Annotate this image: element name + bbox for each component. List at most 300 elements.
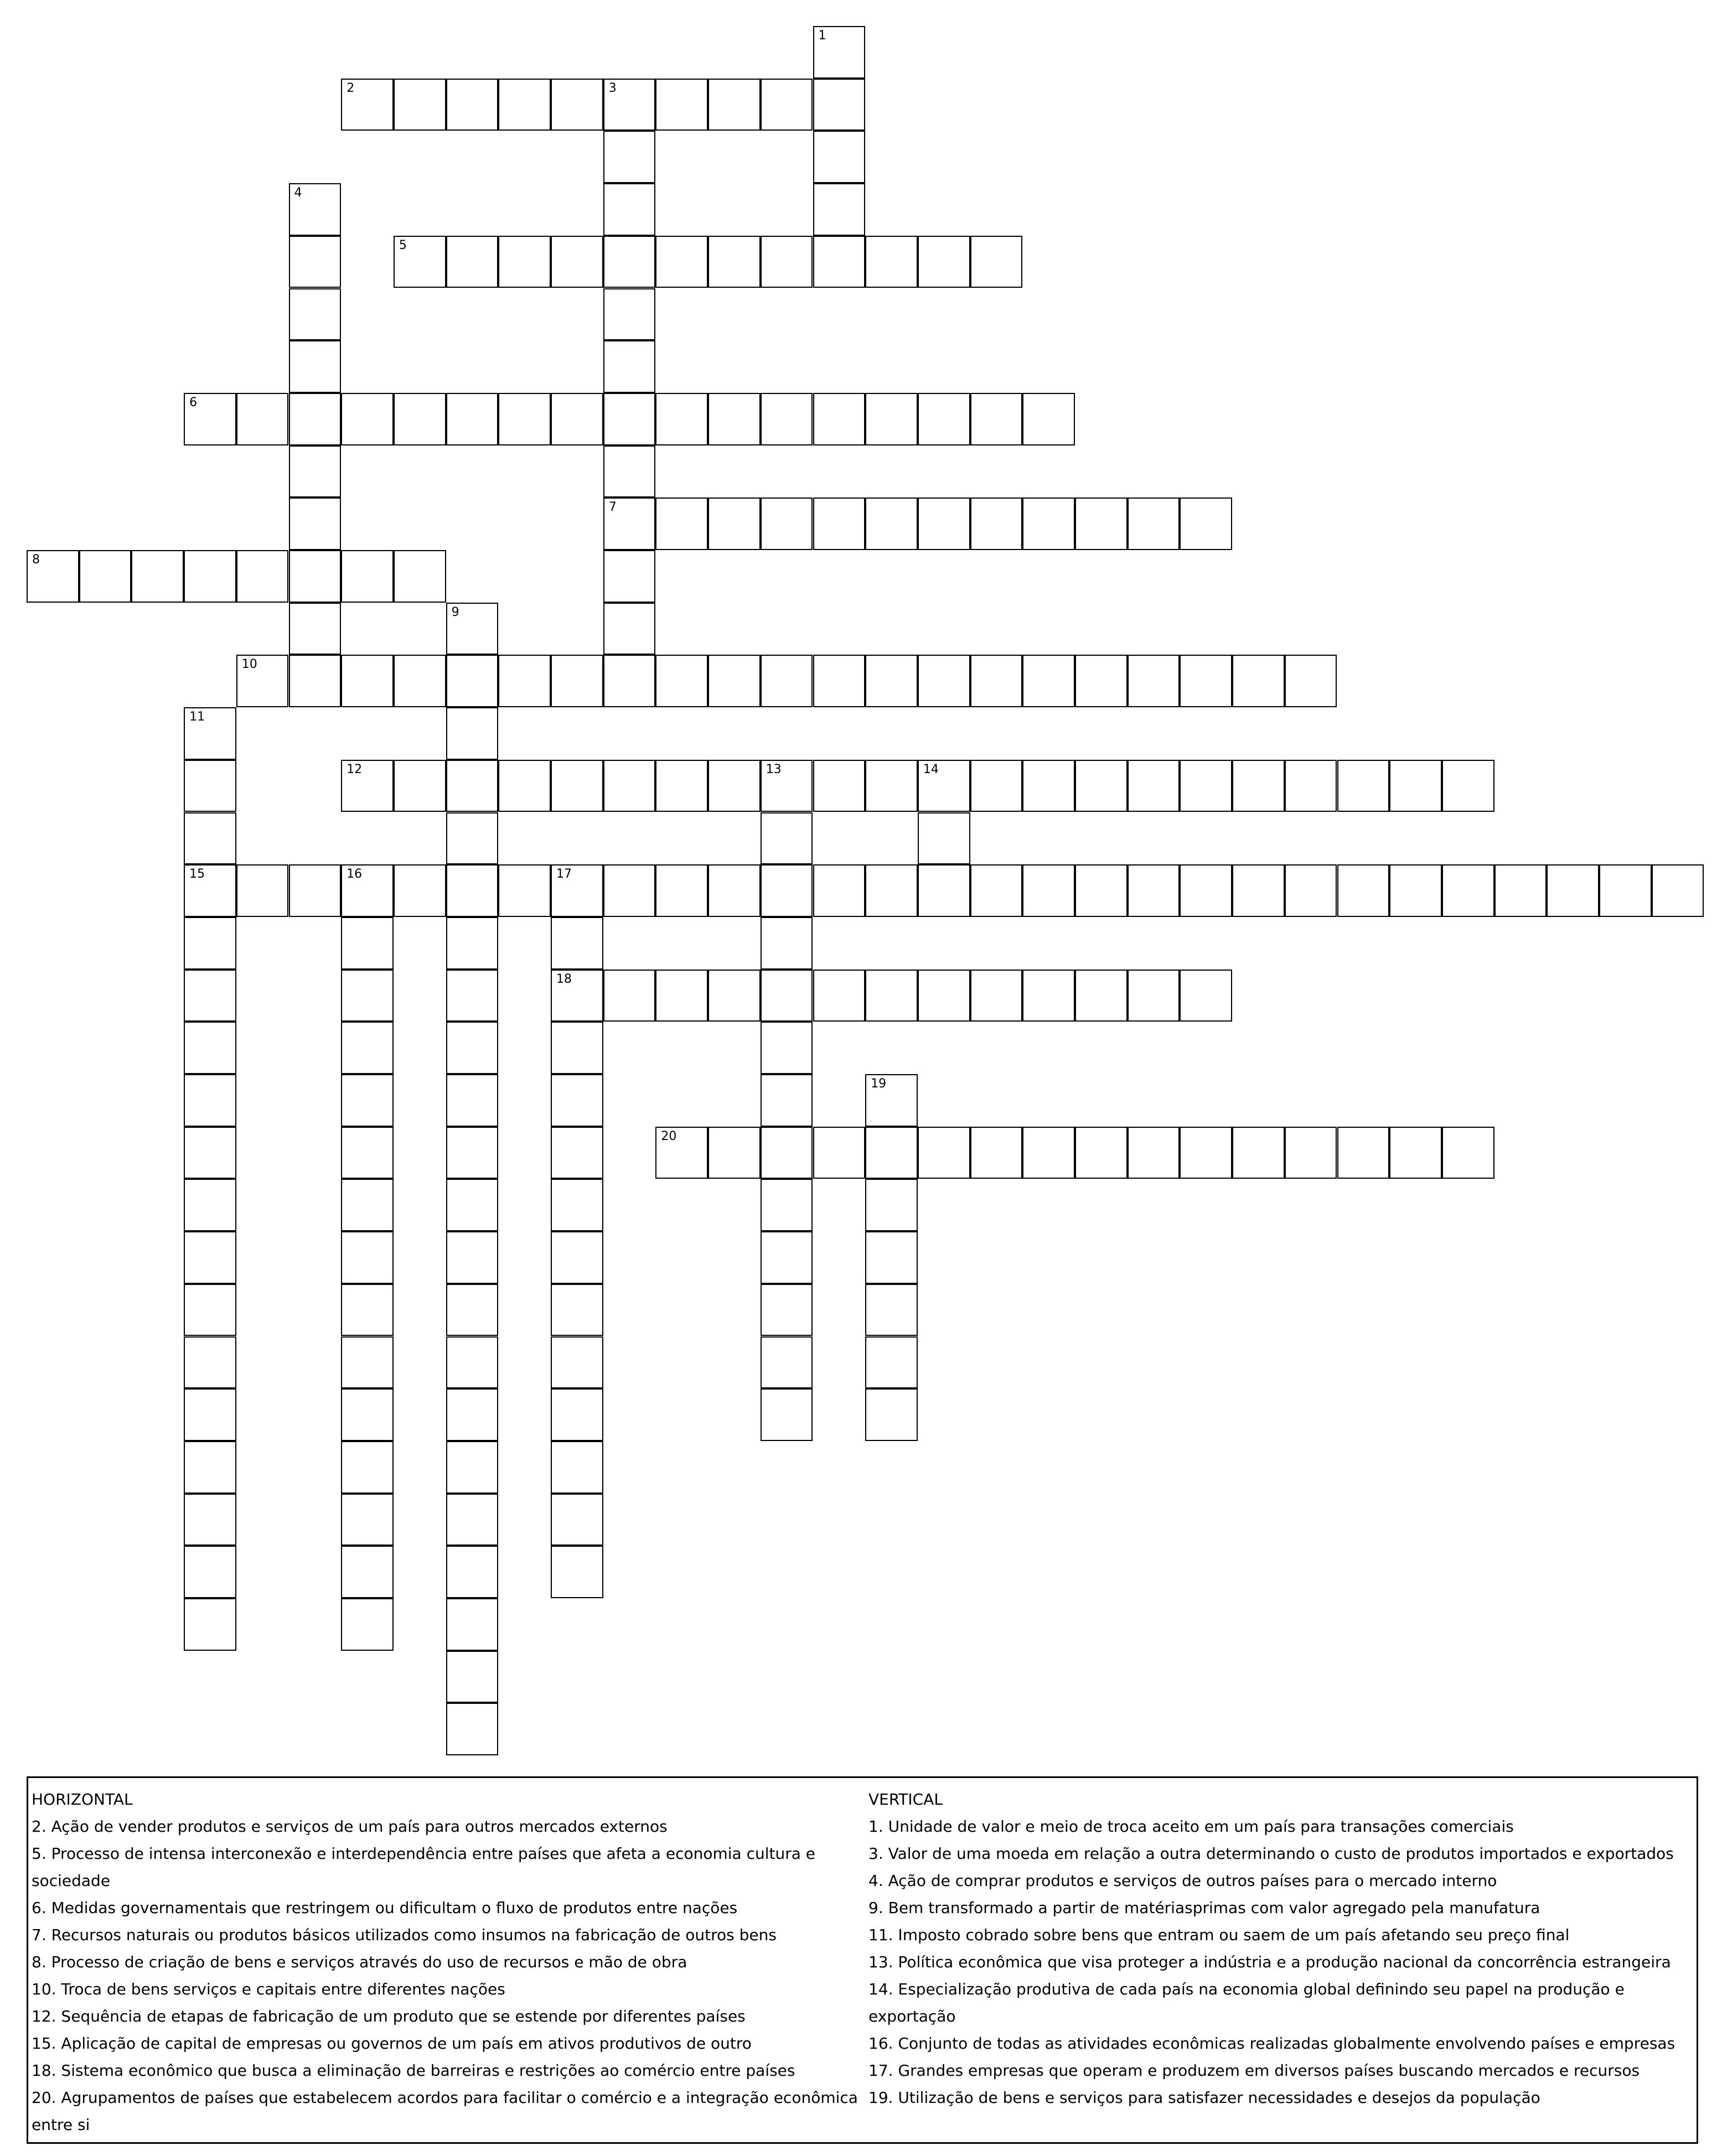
grid-cell[interactable] [27, 550, 79, 603]
clue-number: 7 [608, 500, 617, 515]
grid-cell[interactable] [865, 760, 918, 812]
grid-cell[interactable] [184, 864, 236, 917]
grid-cell[interactable] [446, 812, 499, 865]
grid-cell[interactable] [184, 812, 236, 865]
clue-number: 19 [871, 1077, 887, 1091]
clue-number: 12 [346, 762, 363, 776]
grid-cell[interactable] [551, 79, 603, 131]
grid-cell[interactable] [341, 864, 394, 917]
grid-cell[interactable] [1022, 655, 1075, 707]
grid-cell[interactable] [1075, 497, 1128, 550]
clue-down-14: 14. Especialização produtiva de cada país na economia global definindo seu papel na produção e exportação [868, 1980, 1625, 2025]
clue-down-4: 4. Ação de comprar produtos e serviços de outros países para o mercado interno [868, 1872, 1497, 1890]
grid-cell[interactable] [289, 603, 342, 655]
grid-cell[interactable] [236, 550, 289, 603]
grid-cell[interactable] [1180, 497, 1232, 550]
clue-down-13: 13. Política econômica que visa proteger a indústria e a produção nacional da concorrência estrangeira [868, 1953, 1671, 1971]
clue-down-1: 1. Unidade de valor e meio de troca aceito em um país para transações comerciais [868, 1817, 1514, 1836]
grid-cell[interactable] [341, 1494, 394, 1546]
grid-cell[interactable] [1075, 1127, 1128, 1179]
grid-cell[interactable] [1337, 1127, 1390, 1179]
grid-cell[interactable] [603, 79, 656, 131]
grid-cell[interactable] [1022, 1127, 1075, 1179]
grid-cell[interactable] [1442, 760, 1494, 812]
clue-across-12: 12. Sequência de etapas de fabricação de um produto que se estende por diferentes países [32, 2007, 746, 2025]
grid-cell[interactable] [655, 655, 708, 707]
grid-cell[interactable] [970, 497, 1023, 550]
grid-cell[interactable] [446, 1651, 499, 1703]
grid-cell[interactable] [289, 445, 342, 498]
grid-cell[interactable] [446, 864, 499, 917]
clue-across-20: 20. Agrupamentos de países que estabelecem acordos para facilitar o comércio e a integração econômica entre si [32, 2088, 858, 2134]
grid-cell[interactable] [498, 79, 551, 131]
grid-cell[interactable] [289, 864, 342, 917]
clue-number: 3 [608, 81, 617, 95]
grid-cell[interactable] [341, 1074, 394, 1127]
grid-cell[interactable] [184, 970, 236, 1022]
grid-cell[interactable] [1285, 760, 1337, 812]
grid-cell[interactable] [394, 79, 446, 131]
grid-cell[interactable] [184, 917, 236, 970]
clue-across-2: 2. Ação de vender produtos e serviços de um país para outros mercados externos [32, 1817, 668, 1836]
grid-cell[interactable] [341, 760, 394, 812]
grid-cell[interactable] [551, 1336, 603, 1389]
grid-cell[interactable] [341, 1022, 394, 1074]
clue-number: 14 [923, 762, 939, 776]
grid-cell[interactable] [813, 970, 866, 1022]
grid-cell[interactable] [1599, 864, 1652, 917]
grid-cell[interactable] [761, 812, 813, 865]
grid-cell[interactable] [184, 1179, 236, 1231]
grid-cell[interactable] [446, 1074, 499, 1127]
grid-cell[interactable] [1180, 970, 1232, 1022]
grid-cell[interactable] [603, 393, 656, 445]
vertical-title: VERTICAL [868, 1790, 943, 1808]
grid-cell[interactable] [184, 1598, 236, 1651]
grid-cell[interactable] [761, 760, 813, 812]
grid-cell[interactable] [446, 1022, 499, 1074]
grid-cell[interactable] [1022, 393, 1075, 445]
grid-cell[interactable] [603, 236, 656, 288]
grid-cell[interactable] [761, 1074, 813, 1127]
grid-cell[interactable] [551, 1074, 603, 1127]
grid-cell[interactable] [865, 236, 918, 288]
grid-cell[interactable] [603, 603, 656, 655]
grid-cell[interactable] [446, 1546, 499, 1598]
grid-cell[interactable] [813, 393, 866, 445]
grid-cell[interactable] [918, 655, 970, 707]
grid-cell[interactable] [970, 393, 1023, 445]
grid-cell[interactable] [813, 864, 866, 917]
grid-cell[interactable] [551, 655, 603, 707]
grid-cell[interactable] [813, 26, 866, 79]
grid-cell[interactable] [446, 1441, 499, 1494]
grid-cell[interactable] [655, 236, 708, 288]
grid-cell[interactable] [603, 288, 656, 341]
grid-cell[interactable] [1652, 864, 1704, 917]
grid-cell[interactable] [761, 917, 813, 970]
clue-number: 1 [818, 29, 826, 43]
grid-cell[interactable] [761, 655, 813, 707]
grid-cell[interactable] [1128, 655, 1180, 707]
grid-cell[interactable] [1547, 864, 1599, 917]
grid-cell[interactable] [1442, 1127, 1494, 1179]
grid-cell[interactable] [865, 1127, 918, 1179]
grid-cell[interactable] [761, 1022, 813, 1074]
clue-across-18: 18. Sistema econômico que busca a eliminação de barreiras e restrições ao comércio entre países [32, 2061, 795, 2080]
grid-cell[interactable] [446, 79, 499, 131]
clue-number: 16 [346, 867, 363, 882]
grid-cell[interactable] [1442, 864, 1494, 917]
clue-across-5: 5. Processo de intensa interconexão e interdependência entre países que afeta a economia cultura e sociedade [32, 1844, 816, 1890]
grid-cell[interactable] [551, 970, 603, 1022]
grid-cell[interactable] [970, 1127, 1023, 1179]
grid-cell[interactable] [551, 1388, 603, 1441]
grid-cell[interactable] [131, 550, 184, 603]
clue-number: 20 [661, 1129, 677, 1143]
horizontal-title: HORIZONTAL [32, 1790, 133, 1808]
grid-cell[interactable] [289, 393, 342, 445]
grid-cell[interactable] [708, 760, 761, 812]
grid-cell[interactable] [446, 1336, 499, 1389]
grid-cell[interactable] [1075, 864, 1128, 917]
grid-cell[interactable] [446, 760, 499, 812]
grid-cell[interactable] [551, 1441, 603, 1494]
grid-cell[interactable] [341, 917, 394, 970]
clue-number: 15 [189, 867, 205, 882]
grid-cell[interactable] [761, 236, 813, 288]
grid-cell[interactable] [1180, 864, 1232, 917]
grid-cell[interactable] [603, 131, 656, 183]
grid-cell[interactable] [1180, 1127, 1232, 1179]
grid-cell[interactable] [551, 864, 603, 917]
grid-cell[interactable] [603, 340, 656, 393]
grid-cell[interactable] [341, 79, 394, 131]
grid-cell[interactable] [708, 970, 761, 1022]
grid-cell[interactable] [1337, 864, 1390, 917]
grid-cell[interactable] [761, 1336, 813, 1389]
grid-cell[interactable] [446, 236, 499, 288]
grid-cell[interactable] [551, 1494, 603, 1546]
grid-cell[interactable] [761, 970, 813, 1022]
grid-cell[interactable] [184, 1546, 236, 1598]
grid-cell[interactable] [865, 1231, 918, 1284]
grid-cell[interactable] [341, 1388, 394, 1441]
grid-cell[interactable] [394, 760, 446, 812]
grid-cell[interactable] [761, 497, 813, 550]
grid-cell[interactable] [1285, 655, 1337, 707]
grid-cell[interactable] [1075, 655, 1128, 707]
grid-cell[interactable] [655, 864, 708, 917]
grid-cell[interactable] [551, 760, 603, 812]
grid-cell[interactable] [184, 707, 236, 760]
grid-cell[interactable] [970, 864, 1023, 917]
grid-cell[interactable] [655, 497, 708, 550]
grid-cell[interactable] [813, 236, 866, 288]
grid-cell[interactable] [341, 970, 394, 1022]
grid-cell[interactable] [341, 1284, 394, 1336]
grid-cell[interactable] [761, 1284, 813, 1336]
grid-cell[interactable] [603, 183, 656, 236]
clue-number: 8 [32, 553, 40, 567]
grid-cell[interactable] [184, 1127, 236, 1179]
grid-cell[interactable] [551, 236, 603, 288]
grid-cell[interactable] [394, 864, 446, 917]
grid-cell[interactable] [446, 1598, 499, 1651]
grid-cell[interactable] [603, 445, 656, 498]
clue-down-17: 17. Grandes empresas que operam e produzem em diversos países buscando mercados e recursos [868, 2061, 1640, 2080]
grid-cell[interactable] [236, 864, 289, 917]
grid-cell[interactable] [289, 288, 342, 341]
grid-cell[interactable] [865, 864, 918, 917]
clue-number: 10 [241, 657, 257, 672]
grid-cell[interactable] [394, 236, 446, 288]
grid-cell[interactable] [865, 655, 918, 707]
grid-cell[interactable] [655, 760, 708, 812]
grid-cell[interactable] [813, 497, 866, 550]
grid-cell[interactable] [918, 812, 970, 865]
grid-cell[interactable] [341, 393, 394, 445]
grid-cell[interactable] [289, 550, 342, 603]
clue-across-6: 6. Medidas governamentais que restringem ou dificultam o fluxo de produtos entre nações [32, 1899, 738, 1917]
grid-cell[interactable] [498, 236, 551, 288]
grid-cell[interactable] [865, 1284, 918, 1336]
grid-cell[interactable] [1022, 970, 1075, 1022]
grid-cell[interactable] [551, 917, 603, 970]
grid-cell[interactable] [813, 79, 866, 131]
grid-cell[interactable] [708, 236, 761, 288]
grid-cell[interactable] [708, 864, 761, 917]
grid-cell[interactable] [1075, 970, 1128, 1022]
grid-cell[interactable] [341, 550, 394, 603]
grid-cell[interactable] [918, 864, 970, 917]
grid-cell[interactable] [1128, 864, 1180, 917]
grid-cell[interactable] [341, 1179, 394, 1231]
grid-cell[interactable] [1180, 655, 1232, 707]
grid-cell[interactable] [970, 760, 1023, 812]
grid-cell[interactable] [813, 183, 866, 236]
vertical-clues [868, 1786, 1699, 2111]
grid-cell[interactable] [446, 393, 499, 445]
grid-cell[interactable] [1232, 655, 1285, 707]
grid-cell[interactable] [1494, 864, 1547, 917]
grid-cell[interactable] [289, 236, 342, 288]
grid-cell[interactable] [865, 1388, 918, 1441]
grid-cell[interactable] [603, 550, 656, 603]
grid-cell[interactable] [1232, 864, 1285, 917]
grid-cell[interactable] [184, 393, 236, 445]
grid-cell[interactable] [1022, 497, 1075, 550]
grid-cell[interactable] [551, 393, 603, 445]
grid-cell[interactable] [813, 131, 866, 183]
grid-cell[interactable] [498, 864, 551, 917]
grid-cell[interactable] [918, 1127, 970, 1179]
grid-cell[interactable] [865, 1179, 918, 1231]
grid-cell[interactable] [289, 497, 342, 550]
grid-cell[interactable] [1180, 760, 1232, 812]
grid-cell[interactable] [184, 1336, 236, 1389]
clue-number: 5 [399, 238, 407, 252]
grid-cell[interactable] [184, 1074, 236, 1127]
grid-cell[interactable] [1232, 760, 1285, 812]
clue-down-16: 16. Conjunto de todas as atividades econômicas realizadas globalmente envolvendo países e empresas [868, 2034, 1675, 2053]
grid-cell[interactable] [341, 1336, 394, 1389]
grid-cell[interactable] [655, 393, 708, 445]
grid-cell[interactable] [1075, 760, 1128, 812]
grid-cell[interactable] [446, 1127, 499, 1179]
grid-cell[interactable] [446, 917, 499, 970]
grid-cell[interactable] [184, 1388, 236, 1441]
grid-cell[interactable] [761, 1127, 813, 1179]
grid-cell[interactable] [918, 393, 970, 445]
grid-cell[interactable] [394, 550, 446, 603]
grid-cell[interactable] [551, 1284, 603, 1336]
clue-across-8: 8. Processo de criação de bens e serviços através do uso de recursos e mão de obra [32, 1953, 687, 1971]
grid-cell[interactable] [551, 1231, 603, 1284]
grid-cell[interactable] [446, 1703, 499, 1755]
grid-cell[interactable] [708, 655, 761, 707]
grid-cell[interactable] [708, 393, 761, 445]
grid-cell[interactable] [498, 393, 551, 445]
grid-cell[interactable] [1128, 1127, 1180, 1179]
grid-cell[interactable] [603, 655, 656, 707]
grid-cell[interactable] [970, 236, 1023, 288]
grid-cell[interactable] [1128, 497, 1180, 550]
grid-cell[interactable] [1389, 760, 1442, 812]
grid-cell[interactable] [498, 760, 551, 812]
grid-cell[interactable] [341, 1546, 394, 1598]
grid-cell[interactable] [813, 760, 866, 812]
grid-cell[interactable] [865, 1336, 918, 1389]
grid-cell[interactable] [708, 1127, 761, 1179]
grid-cell[interactable] [1285, 864, 1337, 917]
grid-cell[interactable] [1022, 864, 1075, 917]
grid-cell[interactable] [184, 1231, 236, 1284]
clue-across-10: 10. Troca de bens serviços e capitais entre diferentes nações [32, 1980, 505, 1998]
grid-cell[interactable] [446, 1494, 499, 1546]
grid-cell[interactable] [184, 1022, 236, 1074]
grid-cell[interactable] [184, 1494, 236, 1546]
grid-cell[interactable] [184, 550, 236, 603]
clue-number: 11 [189, 710, 205, 724]
grid-cell[interactable] [761, 1388, 813, 1441]
grid-cell[interactable] [446, 970, 499, 1022]
grid-cell[interactable] [918, 236, 970, 288]
grid-cell[interactable] [761, 864, 813, 917]
grid-cell[interactable] [446, 1231, 499, 1284]
grid-cell[interactable] [1285, 1127, 1337, 1179]
grid-cell[interactable] [289, 655, 342, 707]
grid-cell[interactable] [551, 1127, 603, 1179]
grid-cell[interactable] [1128, 760, 1180, 812]
grid-cell[interactable] [341, 655, 394, 707]
grid-cell[interactable] [1022, 760, 1075, 812]
grid-cell[interactable] [761, 1231, 813, 1284]
grid-cell[interactable] [603, 760, 656, 812]
grid-cell[interactable] [603, 497, 656, 550]
clue-number: 17 [556, 867, 572, 882]
grid-cell[interactable] [918, 760, 970, 812]
clue-number: 2 [346, 81, 355, 95]
grid-cell[interactable] [603, 864, 656, 917]
grid-cell[interactable] [289, 340, 342, 393]
grid-cell[interactable] [236, 393, 289, 445]
grid-cell[interactable] [865, 393, 918, 445]
grid-cell[interactable] [446, 1388, 499, 1441]
clue-number: 13 [766, 762, 782, 776]
grid-cell[interactable] [603, 970, 656, 1022]
grid-cell[interactable] [918, 970, 970, 1022]
clue-across-15: 15. Aplicação de capital de empresas ou governos de um país em ativos produtivos de outro [32, 2034, 752, 2053]
grid-cell[interactable] [761, 393, 813, 445]
grid-cell[interactable] [970, 970, 1023, 1022]
grid-cell[interactable] [394, 655, 446, 707]
grid-cell[interactable] [655, 79, 708, 131]
grid-cell[interactable] [341, 1598, 394, 1651]
horizontal-clues [32, 1786, 867, 2138]
grid-cell[interactable] [708, 79, 761, 131]
grid-cell[interactable] [79, 550, 132, 603]
grid-cell[interactable] [1337, 760, 1390, 812]
grid-cell[interactable] [761, 79, 813, 131]
grid-cell[interactable] [446, 1284, 499, 1336]
grid-cell[interactable] [1389, 1127, 1442, 1179]
grid-cell[interactable] [655, 970, 708, 1022]
grid-cell[interactable] [551, 1179, 603, 1231]
grid-cell[interactable] [184, 760, 236, 812]
grid-cell[interactable] [551, 1546, 603, 1598]
grid-cell[interactable] [236, 655, 289, 707]
grid-cell[interactable] [184, 1441, 236, 1494]
grid-cell[interactable] [446, 1179, 499, 1231]
grid-cell[interactable] [918, 497, 970, 550]
grid-cell[interactable] [655, 1127, 708, 1179]
clue-number: 9 [451, 605, 459, 619]
grid-cell[interactable] [289, 183, 342, 236]
grid-cell[interactable] [813, 655, 866, 707]
grid-cell[interactable] [394, 393, 446, 445]
clue-down-19: 19. Utilização de bens e serviços para satisfazer necessidades e desejos da população [868, 2088, 1540, 2107]
grid-cell[interactable] [184, 1284, 236, 1336]
grid-cell[interactable] [341, 1127, 394, 1179]
clue-down-11: 11. Imposto cobrado sobre bens que entram ou saem de um país afetando seu preço final [868, 1926, 1570, 1944]
clue-panel [27, 1776, 1698, 2144]
clue-number: 18 [556, 972, 572, 986]
grid-cell[interactable] [708, 497, 761, 550]
grid-cell[interactable] [1232, 1127, 1285, 1179]
clue-down-3: 3. Valor de uma moeda em relação a outra determinando o custo de produtos importados e exportados [868, 1844, 1674, 1863]
grid-cell[interactable] [1128, 970, 1180, 1022]
clue-number: 6 [189, 395, 198, 410]
grid-cell[interactable] [341, 1441, 394, 1494]
grid-cell[interactable] [341, 1231, 394, 1284]
grid-cell[interactable] [761, 1179, 813, 1231]
grid-cell[interactable] [446, 655, 499, 707]
grid-cell[interactable] [865, 970, 918, 1022]
grid-cell[interactable] [865, 497, 918, 550]
grid-cell[interactable] [970, 655, 1023, 707]
clue-across-7: 7. Recursos naturais ou produtos básicos utilizados como insumos na fabricação de outros bens [32, 1926, 777, 1944]
clue-number: 4 [294, 186, 302, 200]
grid-cell[interactable] [551, 1022, 603, 1074]
grid-cell[interactable] [446, 603, 499, 655]
grid-cell[interactable] [498, 655, 551, 707]
grid-cell[interactable] [446, 707, 499, 760]
grid-cell[interactable] [865, 1074, 918, 1127]
grid-cell[interactable] [1389, 864, 1442, 917]
clue-down-9: 9. Bem transformado a partir de matériasprimas com valor agregado pela manufatura [868, 1899, 1540, 1917]
grid-cell[interactable] [813, 1127, 866, 1179]
